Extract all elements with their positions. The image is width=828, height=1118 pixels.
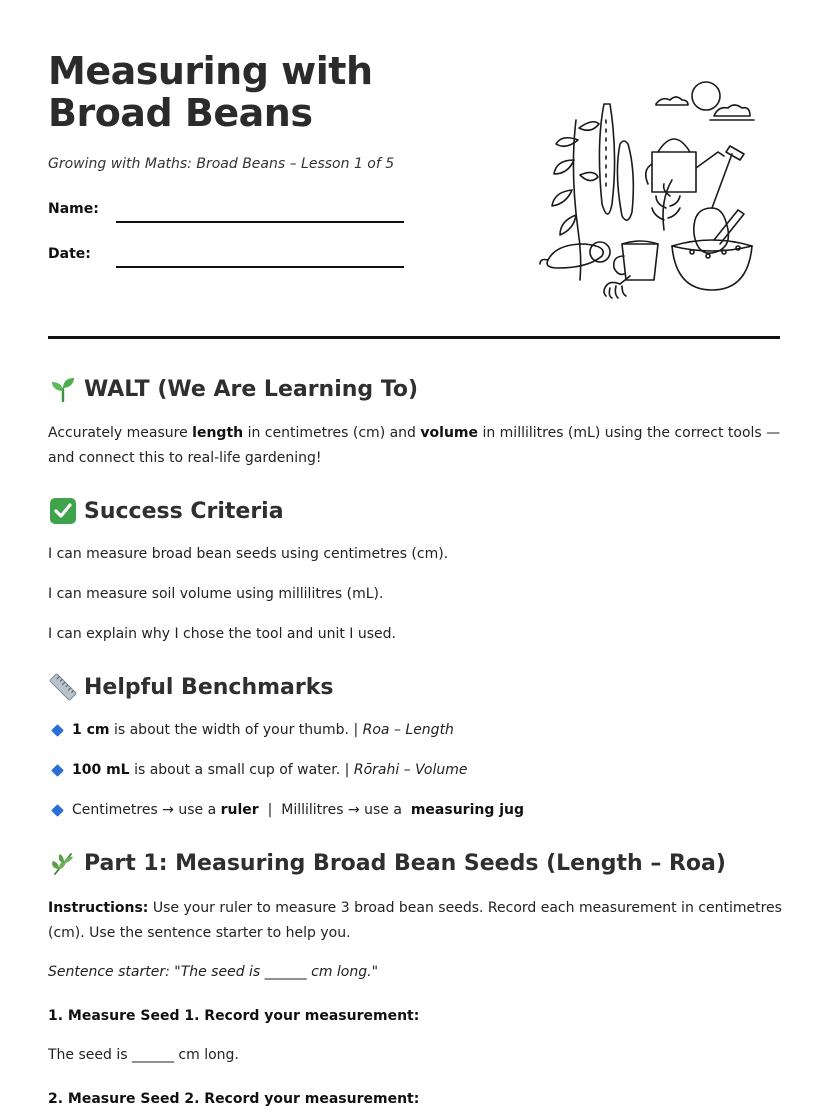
answer-1: The seed is ______ cm long. <box>48 1047 239 1063</box>
lesson-subtitle: Growing with Maths: Broad Beans – Lesson 1 of 5 <box>48 156 395 172</box>
walt-text-1: Accurately measure <box>48 425 193 441</box>
criteria-item-2: I can measure soil volume using millilitres (mL). <box>48 586 384 602</box>
part1-instructions <box>48 896 788 946</box>
blue-diamond-icon <box>51 724 64 737</box>
name-field-line <box>116 221 404 223</box>
benchmarks-heading-text: Helpful Benchmarks <box>84 674 334 700</box>
date-field-line <box>116 266 404 268</box>
walt-text-2: in centimetres (cm) and <box>243 425 421 441</box>
benchmark-3-ruler: ruler <box>220 802 259 818</box>
date-label: Date: <box>48 246 91 262</box>
blue-diamond-icon <box>51 764 64 777</box>
success-criteria-heading <box>48 496 284 526</box>
walt-heading-text: WALT (We Are Learning To) <box>84 376 419 402</box>
benchmark-item-3 <box>48 802 524 818</box>
benchmark-item-1 <box>48 722 454 738</box>
benchmark-3-jug: measuring jug <box>410 802 525 818</box>
walt-heading <box>48 374 418 404</box>
sentence-starter: Sentence starter: "The seed is ______ cm long." <box>48 964 379 980</box>
blue-diamond-icon <box>51 804 64 817</box>
ruler-icon <box>48 672 78 702</box>
criteria-item-3: I can explain why I chose the tool and unit I used. <box>48 626 396 642</box>
benchmark-1-tag: Roa – Length <box>362 722 454 738</box>
benchmark-3-text-b: | Millilitres → use a <box>258 802 407 818</box>
criteria-item-1: I can measure broad bean seeds using centimetres (cm). <box>48 546 449 562</box>
benchmark-2-tag: Rōrahi – Volume <box>353 762 468 778</box>
benchmark-3-text-a: Centimetres → use a <box>72 802 217 818</box>
herb-icon <box>48 848 78 878</box>
walt-text-3: in millilitres (mL) using the correct tools — and connect this to real-life gardening! <box>48 425 781 466</box>
benchmark-item-2 <box>48 762 467 778</box>
walt-length: length <box>192 425 244 441</box>
header-divider <box>48 336 780 339</box>
name-label: Name: <box>48 201 99 217</box>
benchmark-1-text: is about the width of your thumb. | <box>113 722 359 738</box>
part1-heading <box>48 848 726 878</box>
benchmark-2-text: is about a small cup of water. | <box>134 762 350 778</box>
walt-text <box>48 421 788 471</box>
benchmarks-heading <box>48 672 333 702</box>
instructions-label: Instructions: <box>48 900 149 916</box>
success-criteria-heading-text: Success Criteria <box>84 498 284 524</box>
part1-heading-text: Part 1: Measuring Broad Bean Seeds (Length – Roa) <box>84 850 726 876</box>
walt-volume: volume <box>420 425 478 441</box>
benchmark-1-value: 1 cm <box>72 722 110 738</box>
question-1: 1. Measure Seed 1. Record your measurement: <box>48 1008 420 1024</box>
page-title: Measuring with Broad Beans <box>48 49 373 135</box>
benchmark-2-value: 100 mL <box>72 762 130 778</box>
seedling-icon <box>48 374 78 404</box>
garden-tools-illustration <box>524 80 760 306</box>
question-2: 2. Measure Seed 2. Record your measurement: <box>48 1091 420 1107</box>
instructions-text: Use your ruler to measure 3 broad bean seeds. Record each measurement in centimetres (cm). Use the sentence starter to help you. <box>48 900 782 941</box>
check-mark-icon <box>48 496 78 526</box>
